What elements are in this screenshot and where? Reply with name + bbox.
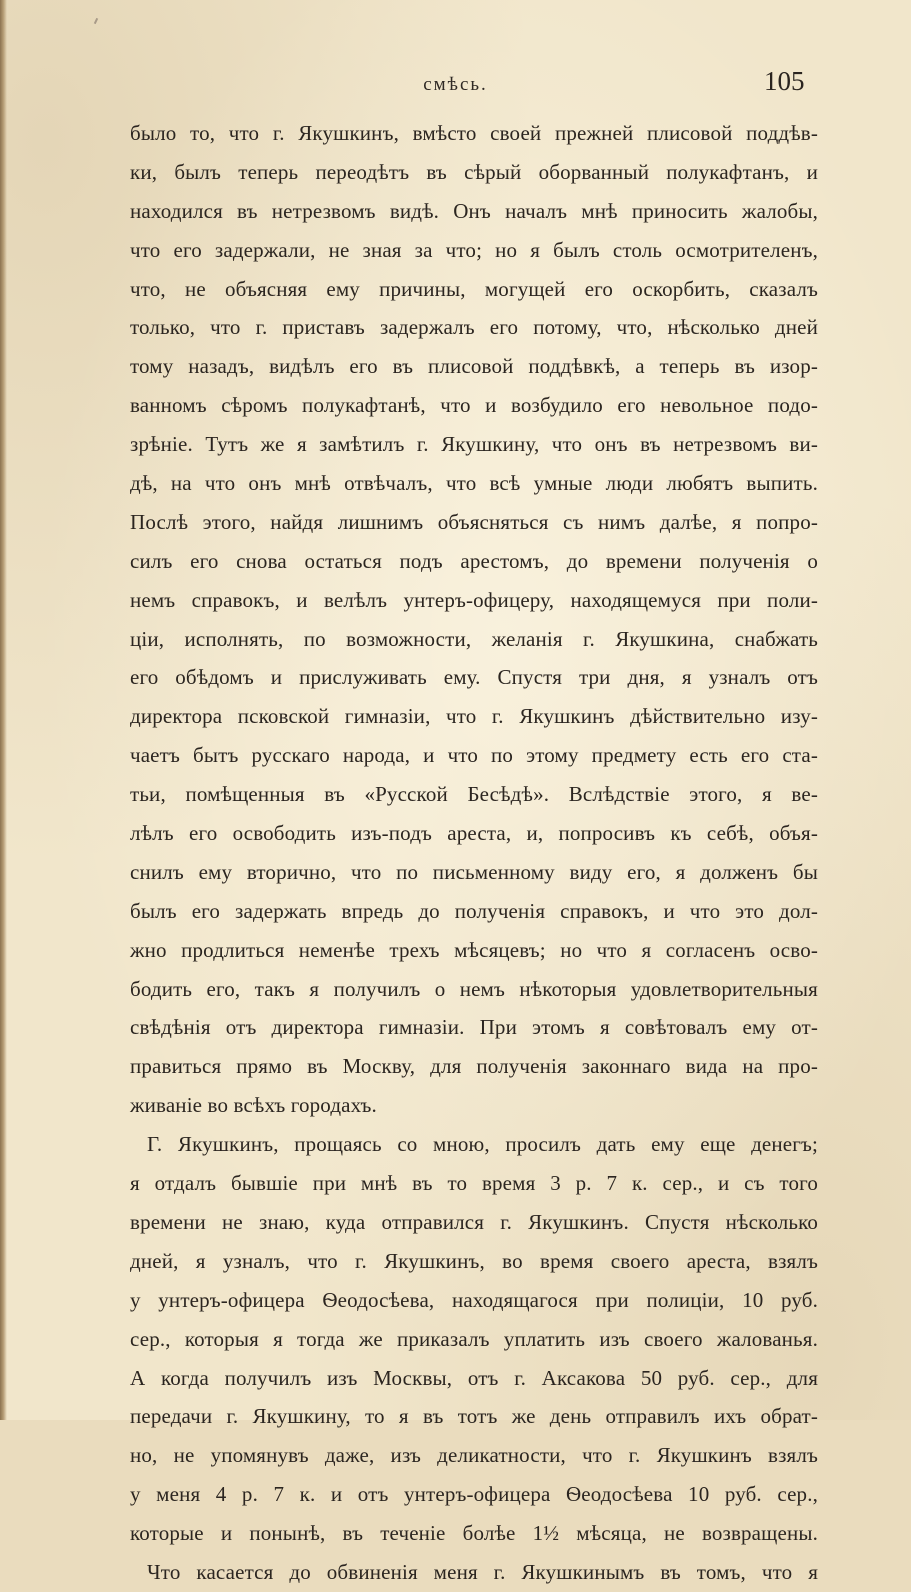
- text-line: дѣ, на что онъ мнѣ отвѣчалъ, что всѣ умные люди любятъ выпить.: [130, 471, 818, 496]
- text-line: передачи г. Якушкину, то я въ тотъ же день отправилъ ихъ обрат-: [130, 1404, 818, 1429]
- text-line: ванномъ сѣромъ полукафтанѣ, что и возбудило его невольное подо-: [130, 393, 818, 418]
- text-line: Что касается до обвиненія меня г. Якушкинымъ въ томъ, что я: [147, 1559, 818, 1584]
- text-line: времени не знаю, куда отправился г. Якушкинъ. Спустя нѣсколько: [130, 1209, 818, 1234]
- text-line: тьи, помѣщенныя въ «Русской Бесѣдѣ». Вслѣдствіе этого, я ве-: [130, 782, 818, 807]
- text-line: его обѣдомъ и прислуживать ему. Спустя три дня, я узналъ отъ: [130, 665, 818, 690]
- text-line: чаетъ бытъ русскаго народа, и что по этому предмету есть его ста-: [130, 743, 818, 768]
- text-line: было то, что г. Якушкинъ, вмѣсто своей прежней плисовой поддѣв-: [130, 121, 818, 145]
- text-line: зрѣніе. Тутъ же я замѣтилъ г. Якушкину, что онъ въ нетрезвомъ ви-: [130, 432, 818, 457]
- text-line: но, не упомянувъ даже, изъ деликатности, что г. Якушкинъ взялъ: [130, 1443, 818, 1468]
- page-number: 105: [764, 66, 805, 96]
- text-line: дней, я узналъ, что г. Якушкинъ, во время своего ареста, взялъ: [130, 1248, 818, 1273]
- text-line: что, не объясняя ему причины, могущей его оскорбить, сказалъ: [130, 276, 818, 301]
- text-line: которые и понынѣ, въ теченіе болѣе 1½ мѣсяца, не возвращены.: [130, 1521, 818, 1546]
- text-line: жно продлиться неменѣе трехъ мѣсяцевъ; но что я согласенъ осво-: [130, 937, 818, 962]
- text-line: снилъ ему вторично, что по письменному виду его, я долженъ бы: [130, 859, 818, 884]
- text-line: Г. Якушкинъ, прощаясь со мною, просилъ дать ему еще денегъ;: [147, 1132, 818, 1157]
- text-line: что его задержали, не зная за что; но я былъ столь осмотрителенъ,: [130, 237, 818, 262]
- text-line: живаніе во всѣхъ городахъ.: [130, 1093, 377, 1118]
- body-text: [130, 114, 818, 1592]
- text-line: тому назадъ, видѣлъ его въ плисовой поддѣвкѣ, а теперь въ изор-: [130, 354, 818, 379]
- text-line: сер., которыя я тогда же приказалъ уплатить изъ своего жалованья.: [130, 1326, 818, 1351]
- text-line: правиться прямо въ Москву, для полученія законнаго вида на про-: [130, 1054, 818, 1079]
- text-line: у меня 4 р. 7 к. и отъ унтеръ-офицера Ѳеодосѣева 10 руб. сер.,: [130, 1482, 818, 1507]
- text-line: ки, былъ теперь переодѣтъ въ сѣрый оборванный полукафтанъ, и: [130, 159, 818, 184]
- text-line: ціи, исполнять, по возможности, желанія г. Якушкина, снабжать: [130, 626, 818, 651]
- text-line: только, что г. приставъ задержалъ его потому, что, нѣсколько дней: [130, 315, 818, 340]
- text-line: лѣлъ его освободить изъ-подъ ареста, и, попросивъ къ себѣ, объя-: [130, 821, 818, 846]
- text-line: былъ его задержать впредь до полученія справокъ, и что это дол-: [130, 898, 818, 923]
- text-line: А когда получилъ изъ Москвы, отъ г. Аксакова 50 руб. сер., для: [130, 1365, 818, 1390]
- text-line: директора псковской гимназіи, что г. Якушкинъ дѣйствительно изу-: [130, 704, 818, 729]
- text-line: бодить его, такъ я получилъ о немъ нѣкоторыя удовлетворительныя: [130, 976, 818, 1001]
- text-line: свѣдѣнія отъ директора гимназіи. При этомъ я совѣтовалъ ему от-: [130, 1015, 818, 1040]
- paper-speck: [94, 18, 98, 24]
- text-line: Послѣ этого, найдя лишнимъ объясняться съ нимъ далѣе, я попро-: [130, 509, 818, 534]
- text-line: у унтеръ-офицера Ѳеодосѣева, находящагося при полиціи, 10 руб.: [130, 1287, 818, 1312]
- page-binding-edge: [0, 0, 7, 1420]
- text-line: немъ справокъ, и велѣлъ унтеръ-офицеру, находящемуся при поли-: [130, 587, 818, 612]
- text-line: находился въ нетрезвомъ видѣ. Онъ началъ мнѣ приносить жалобы,: [130, 198, 818, 223]
- text-line: я отдалъ бывшіе при мнѣ въ то время 3 р. 7 к. сер., и съ того: [130, 1171, 818, 1196]
- text-line: силъ его снова остаться подъ арестомъ, до времени полученія о: [130, 548, 818, 573]
- running-title: смѣсь.: [423, 74, 488, 95]
